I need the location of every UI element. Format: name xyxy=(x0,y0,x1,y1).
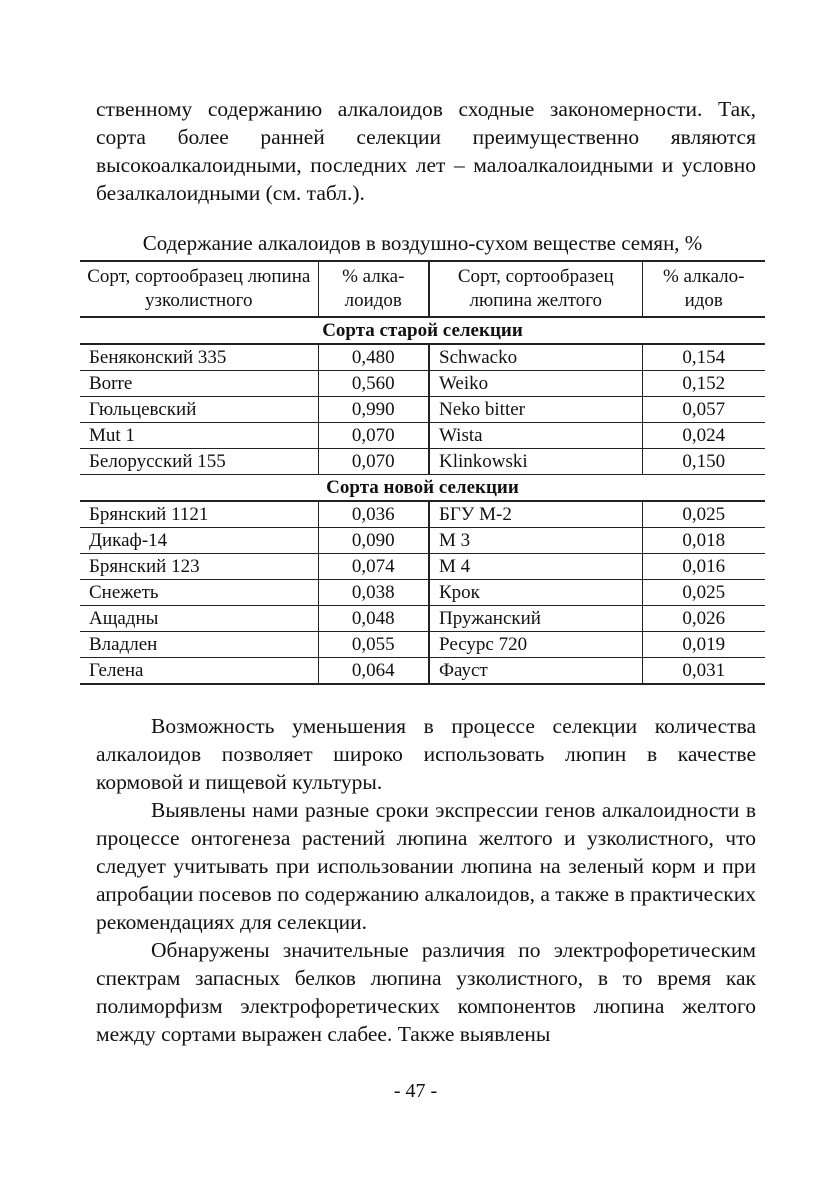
narrowleaf-variety-cell: Дикаф-14 xyxy=(80,528,318,554)
table-row xyxy=(80,528,765,554)
yellow-variety-cell: Ресурс 720 xyxy=(429,632,642,658)
narrowleaf-variety-cell: Белорусский 155 xyxy=(80,449,318,475)
alkaloid-table xyxy=(80,260,765,685)
yellow-variety-cell: М 4 xyxy=(429,554,642,580)
narrowleaf-variety-cell: Гелена xyxy=(80,658,318,685)
table-row xyxy=(80,632,765,658)
paragraph-possibility: Возможность уменьшения в процессе селекции количества алкалоидов позволяет широко использовать люпин в качестве кормовой и пищевой культуры. xyxy=(96,714,756,794)
yellow-variety-cell: Schwacko xyxy=(429,344,642,371)
yellow-variety-cell: Neko bitter xyxy=(429,397,642,423)
narrowleaf-alkaloid-cell: 0,055 xyxy=(318,632,429,658)
yellow-variety-cell: М 3 xyxy=(429,528,642,554)
yellow-alkaloid-cell: 0,026 xyxy=(642,606,765,632)
yellow-variety-cell: БГУ М-2 xyxy=(429,501,642,528)
table-body xyxy=(80,317,765,684)
table-row xyxy=(80,397,765,423)
narrowleaf-variety-cell: Беняконский 335 xyxy=(80,344,318,371)
narrowleaf-alkaloid-cell: 0,074 xyxy=(318,554,429,580)
yellow-variety-cell: Wista xyxy=(429,423,642,449)
yellow-variety-cell: Крок xyxy=(429,580,642,606)
paragraph-expression: Выявлены нами разные сроки экспрессии генов алкалоидности в процессе онтогенеза растений люпина желтого и узколистного, что следует учитывать при использовании люпина на зеленый корм и при апробации посевов по содержанию алкалоидов, а также в практических рекомендациях для селекции. xyxy=(96,798,756,934)
section-title: Сорта новой селекции xyxy=(80,475,765,502)
narrowleaf-alkaloid-cell: 0,070 xyxy=(318,423,429,449)
narrowleaf-alkaloid-cell: 0,036 xyxy=(318,501,429,528)
yellow-alkaloid-cell: 0,057 xyxy=(642,397,765,423)
paragraph-electrophoresis: Обнаружены значительные различия по электрофоретическим спектрам запасных белков люпина узколистного, в то время как полиморфизм электрофоретических компонентов люпина желтого между сортами выражен слабее. Также выявлены xyxy=(96,938,756,1046)
yellow-alkaloid-cell: 0,152 xyxy=(642,371,765,397)
yellow-alkaloid-cell: 0,025 xyxy=(642,501,765,528)
narrowleaf-variety-cell: Брянский 123 xyxy=(80,554,318,580)
narrowleaf-alkaloid-cell: 0,038 xyxy=(318,580,429,606)
table-row xyxy=(80,658,765,685)
section-title: Сорта старой селекции xyxy=(80,317,765,344)
yellow-alkaloid-cell: 0,024 xyxy=(642,423,765,449)
table-row xyxy=(80,344,765,371)
narrowleaf-variety-cell: Гюльцевский xyxy=(80,397,318,423)
narrowleaf-alkaloid-cell: 0,480 xyxy=(318,344,429,371)
yellow-alkaloid-cell: 0,154 xyxy=(642,344,765,371)
narrowleaf-variety-cell: Брянский 1121 xyxy=(80,501,318,528)
narrowleaf-alkaloid-cell: 0,064 xyxy=(318,658,429,685)
table-row xyxy=(80,371,765,397)
paragraph-top: ственному содержанию алкалоидов сходные закономерности. Так, сорта более ранней селекции преимущественно являются высокоалкалоидными, последних лет – малоалкалоидными и условно безалкалоидными (см. табл.). xyxy=(96,97,756,205)
narrowleaf-alkaloid-cell: 0,990 xyxy=(318,397,429,423)
bottom-text xyxy=(96,712,756,1048)
yellow-variety-cell: Weiko xyxy=(429,371,642,397)
narrowleaf-variety-cell: Borre xyxy=(80,371,318,397)
table-row xyxy=(80,554,765,580)
table-row xyxy=(80,580,765,606)
yellow-variety-cell: Фауст xyxy=(429,658,642,685)
page-number: - 47 - xyxy=(393,1080,438,1102)
header-narrowleaf-alkaloids: % алка-лоидов xyxy=(318,261,429,317)
yellow-variety-cell: Klinkowski xyxy=(429,449,642,475)
narrowleaf-alkaloid-cell: 0,560 xyxy=(318,371,429,397)
yellow-alkaloid-cell: 0,016 xyxy=(642,554,765,580)
narrowleaf-variety-cell: Владлен xyxy=(80,632,318,658)
narrowleaf-alkaloid-cell: 0,070 xyxy=(318,449,429,475)
yellow-alkaloid-cell: 0,018 xyxy=(642,528,765,554)
yellow-alkaloid-cell: 0,150 xyxy=(642,449,765,475)
table-caption: Содержание алкалоидов в воздушно-сухом веществе семян, % xyxy=(142,231,703,255)
yellow-alkaloid-cell: 0,031 xyxy=(642,658,765,685)
table-header-row xyxy=(80,261,765,317)
table-section-row xyxy=(80,475,765,502)
yellow-alkaloid-cell: 0,019 xyxy=(642,632,765,658)
narrowleaf-variety-cell: Mut 1 xyxy=(80,423,318,449)
yellow-variety-cell: Пружанский xyxy=(429,606,642,632)
narrowleaf-variety-cell: Снежеть xyxy=(80,580,318,606)
header-narrowleaf-variety: Сорт, сортообразец люпина узколистного xyxy=(80,261,318,317)
narrowleaf-variety-cell: Ащадны xyxy=(80,606,318,632)
yellow-alkaloid-cell: 0,025 xyxy=(642,580,765,606)
table-row xyxy=(80,501,765,528)
table-row xyxy=(80,449,765,475)
table-row xyxy=(80,423,765,449)
narrowleaf-alkaloid-cell: 0,048 xyxy=(318,606,429,632)
header-yellow-alkaloids: % алкало-идов xyxy=(642,261,765,317)
table-section-row xyxy=(80,317,765,344)
header-yellow-variety: Сорт, сортообразец люпина желтого xyxy=(429,261,642,317)
narrowleaf-alkaloid-cell: 0,090 xyxy=(318,528,429,554)
table-row xyxy=(80,606,765,632)
